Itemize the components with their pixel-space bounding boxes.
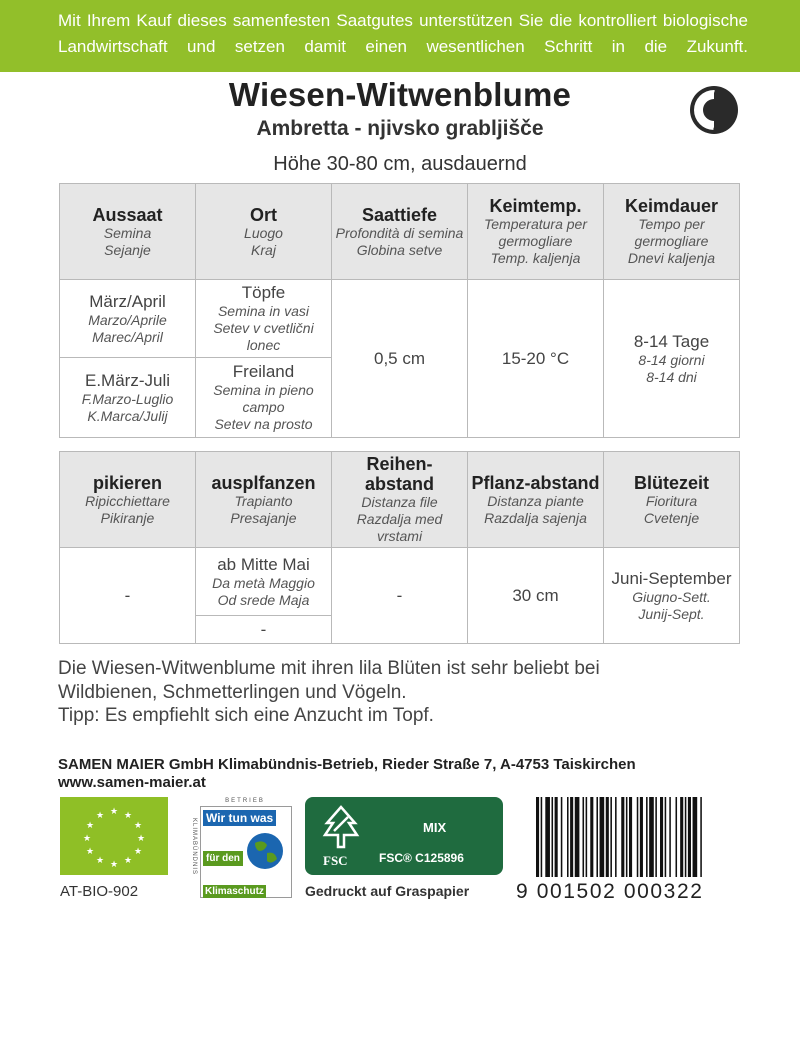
product-height: Höhe 30-80 cm, ausdauernd xyxy=(273,153,527,175)
svg-text:★: ★ xyxy=(96,856,105,866)
klima-box xyxy=(200,806,292,898)
klima-fuer-den: für den xyxy=(203,851,243,866)
svg-text:★: ★ xyxy=(134,847,143,857)
barcode-bar xyxy=(646,797,648,877)
fsc-label: FSC xyxy=(323,853,348,868)
bio-control-code: AT-BIO-902 xyxy=(60,883,139,900)
barcode-bar xyxy=(626,797,628,877)
header-aussaat: Aussaat Semina Sejanje xyxy=(60,184,196,280)
barcode-bar xyxy=(541,797,543,877)
cell-ort-1: Töpfe Semina in vasi Setev v cvetlični lonec xyxy=(196,280,332,358)
cell-pflanzabstand: 30 cm xyxy=(468,548,604,644)
barcode-bar xyxy=(600,797,605,877)
barcode-bar xyxy=(637,797,639,877)
barcode-bar xyxy=(680,797,683,877)
cell-saattiefe: 0,5 cm xyxy=(332,280,468,438)
barcode-bar xyxy=(596,797,598,877)
description-line: Wildbienen, Schmetterlingen und Vögeln. xyxy=(58,681,407,703)
barcode-bar xyxy=(583,797,585,877)
cell-keimdauer: 8-14 Tage 8-14 giorni 8-14 dni xyxy=(604,280,740,438)
barcode-bar xyxy=(640,797,643,877)
banner-text: Mit Ihrem Kauf dieses samenfesten Saatgutes unterstützen Sie die kontrolliert biologische Landwirtschaft und setzen damit einen wesentlichen Schritt in die Zukunft. xyxy=(58,11,748,56)
header-ort: Ort Luogo Kraj xyxy=(196,184,332,280)
green-dot-icon xyxy=(688,84,740,136)
barcode-bar xyxy=(606,797,609,877)
barcode-bar xyxy=(615,797,617,877)
barcode-bar xyxy=(676,797,678,877)
barcode-bar xyxy=(610,797,612,877)
header-reihenabstand: Reihen-abstand Distanza file Razdalja med vrstami xyxy=(332,452,468,548)
barcode-bar xyxy=(685,797,687,877)
klima-slogan: Wir tun was xyxy=(203,810,276,826)
header-auspflanzen: ausplfanzen Trapianto Presajanje xyxy=(196,452,332,548)
cell-ort-2: Freiland Semina in pieno campo Setev na prosto xyxy=(196,358,332,438)
barcode-bar xyxy=(629,797,632,877)
product-subtitle: Ambretta - njivsko grabljišče xyxy=(256,117,544,140)
header-keimdauer: Keimdauer Tempo per germogliare Dnevi kaljenja xyxy=(604,184,740,280)
description xyxy=(58,657,758,728)
barcode-bar xyxy=(669,797,671,877)
barcode-bar xyxy=(649,797,654,877)
fsc-code: FSC® C125896 xyxy=(379,851,464,865)
barcode-bar xyxy=(552,797,554,877)
svg-text:★: ★ xyxy=(86,821,95,831)
barcode-bar xyxy=(693,797,698,877)
barcode xyxy=(536,797,740,877)
planting-table xyxy=(59,451,740,644)
cell-aussaat-1: März/April Marzo/Aprile Marec/April xyxy=(60,280,196,358)
barcode-bar xyxy=(567,797,569,877)
barcode-bar xyxy=(570,797,573,877)
top-banner xyxy=(0,0,800,72)
description-tip: Tipp: Es empfiehlt sich eine Anzucht im Topf. xyxy=(58,705,434,726)
header-keimtemp: Keimtemp. Temperatura per germogliare Temp. kaljenja xyxy=(468,184,604,280)
svg-text:★: ★ xyxy=(134,821,143,831)
product-title: Wiesen-Witwenblume xyxy=(228,76,572,113)
svg-text:★: ★ xyxy=(124,811,133,821)
cell-keimtemp: 15-20 °C xyxy=(468,280,604,438)
svg-text:★: ★ xyxy=(110,807,119,817)
paper-note: Gedruckt auf Graspapier xyxy=(305,883,470,899)
klima-schutz: Klimaschutz xyxy=(205,886,264,897)
barcode-bar xyxy=(700,797,702,877)
description-line: Die Wiesen-Witwenblume mit ihren lila Blüten ist sehr beliebt bei xyxy=(58,658,600,679)
cell-reihenabstand: - xyxy=(332,548,468,644)
fsc-tree-icon xyxy=(321,805,361,851)
svg-text:★: ★ xyxy=(86,847,95,857)
barcode-bar xyxy=(665,797,667,877)
header-pikieren: pikieren Ripicchiettare Pikiranje xyxy=(60,452,196,548)
barcode-bar xyxy=(555,797,558,877)
barcode-bar xyxy=(688,797,691,877)
barcode-bar xyxy=(621,797,624,877)
eu-organic-logo xyxy=(60,797,168,875)
barcode-number: 9 001502 000322 xyxy=(516,880,704,903)
header-pflanzabstand: Pflanz-abstand Distanza piante Razdalja sajenja xyxy=(468,452,604,548)
svg-text:★: ★ xyxy=(110,860,119,870)
klima-vertical-text: KLIMABÜNDNIS xyxy=(191,818,197,876)
barcode-bar xyxy=(590,797,593,877)
cell-bluetezeit: Juni-September Giugno-Sett. Junij-Sept. xyxy=(604,548,740,644)
svg-text:★: ★ xyxy=(83,834,92,844)
company-address: SAMEN MAIER GmbH Klimabündnis-Betrieb, Rieder Straße 7, A-4753 Taiskirchen xyxy=(58,756,636,773)
cell-auspflanzen-2: - xyxy=(196,616,332,644)
globe-icon xyxy=(245,831,285,871)
cell-pikieren: - xyxy=(60,548,196,644)
klima-top-text: BETRIEB xyxy=(225,798,265,804)
eu-leaf-icon xyxy=(60,797,168,875)
cell-auspflanzen-1: ab Mitte Mai Da metà Maggio Od srede Maja xyxy=(196,548,332,616)
header-saattiefe: Saattiefe Profondità di semina Globina setve xyxy=(332,184,468,280)
barcode-bar xyxy=(561,797,563,877)
barcode-bar xyxy=(536,797,539,877)
barcode-bar xyxy=(545,797,550,877)
company-url: www.samen-maier.at xyxy=(58,774,206,791)
barcode-bar xyxy=(660,797,663,877)
sowing-table xyxy=(59,183,740,438)
barcode-bar xyxy=(575,797,580,877)
svg-text:★: ★ xyxy=(124,856,133,866)
header-bluetezeit: Blütezeit Fioritura Cvetenje xyxy=(604,452,740,548)
fsc-mix: MIX xyxy=(423,820,447,835)
barcode-bar xyxy=(586,797,588,877)
barcode-bar xyxy=(655,797,657,877)
klimabuendnis-logo xyxy=(183,797,291,897)
svg-text:★: ★ xyxy=(137,834,146,844)
fsc-logo xyxy=(305,797,503,875)
svg-text:★: ★ xyxy=(96,811,105,821)
company-info xyxy=(58,756,636,792)
cell-aussaat-2: E.März-Juli F.Marzo-Luglio K.Marca/Julij xyxy=(60,358,196,438)
